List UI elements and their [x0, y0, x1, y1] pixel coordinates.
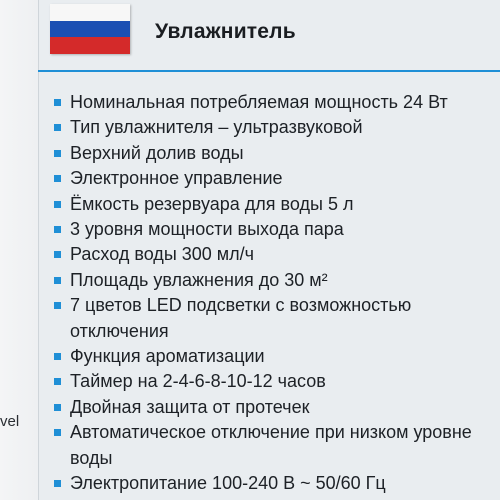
list-item — [52, 420, 496, 471]
bullet-icon — [54, 201, 61, 208]
page-title: Увлажнитель — [155, 20, 296, 43]
bullet-icon — [54, 124, 61, 131]
russia-flag-icon — [50, 4, 130, 54]
list-item — [52, 293, 496, 344]
list-item-text: Двойная защита от протечек — [70, 396, 310, 417]
list-item-text: 3 уровня мощности выхода пара — [70, 219, 344, 240]
bullet-icon — [54, 99, 61, 106]
list-item-text: Тип увлажнителя – ультразвуковой — [70, 117, 363, 138]
bullet-icon — [54, 277, 61, 284]
bullet-icon — [54, 378, 61, 385]
flag-white-stripe — [50, 4, 130, 21]
bullet-icon — [54, 404, 61, 411]
bullet-icon — [54, 353, 61, 360]
bullet-icon — [54, 429, 61, 436]
divider-rule — [38, 70, 500, 72]
list-item-text: Функция ароматизации — [70, 346, 265, 367]
list-item — [52, 166, 496, 191]
list-item — [52, 192, 496, 217]
flag-blue-stripe — [50, 21, 130, 38]
list-item-text: Номинальная потребляемая мощность 24 Вт — [70, 92, 448, 112]
list-item-text: Площадь увлажнения до 30 м² — [70, 269, 328, 290]
list-item — [52, 141, 496, 166]
list-item — [52, 217, 496, 242]
list-item-text: Таймер на 2-4-6-8-10-12 часов — [70, 371, 326, 392]
list-item-text: 7 цветов LED подсветки с возможностью отключения — [70, 295, 412, 341]
list-item-text: Ёмкость резервуара для воды 5 л — [70, 193, 354, 214]
list-item-text: Автоматическое отключение при низком уровне воды — [70, 422, 472, 468]
list-item-text: Расход воды 300 мл/ч — [70, 244, 255, 265]
list-item — [52, 395, 496, 420]
list-item — [52, 344, 496, 369]
list-item — [52, 242, 496, 267]
feature-list — [52, 90, 496, 497]
list-item — [52, 90, 496, 115]
list-item — [52, 471, 496, 496]
list-item-text: Верхний долив воды — [70, 142, 244, 163]
bullet-icon — [54, 251, 61, 258]
edge-text-fragment: vel — [0, 413, 20, 430]
bullet-icon — [54, 226, 61, 233]
bullet-icon — [54, 175, 61, 182]
list-item — [52, 268, 496, 293]
bullet-icon — [54, 480, 61, 487]
list-item — [52, 369, 496, 394]
list-item-text: Электронное управление — [70, 168, 283, 189]
bullet-icon — [54, 150, 61, 157]
list-item-text: Электропитание 100-240 В ~ 50/60 Гц — [70, 473, 386, 494]
flag-red-stripe — [50, 37, 130, 54]
list-item — [52, 115, 496, 140]
bullet-icon — [54, 302, 61, 309]
